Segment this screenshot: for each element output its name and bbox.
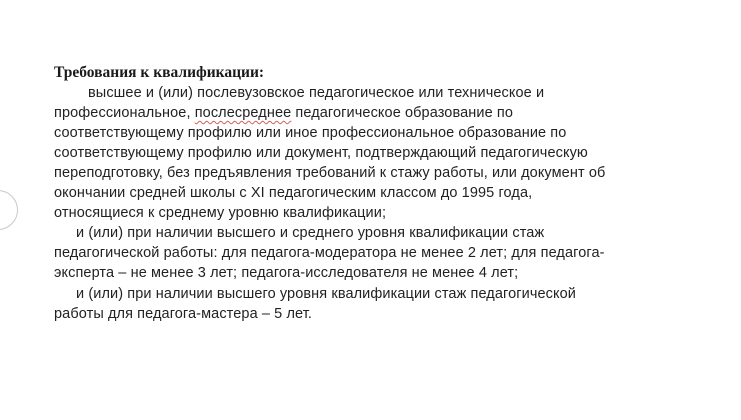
text-line: педагогической работы: для педагога-модератора не менее 2 лет; для педагога- — [54, 245, 605, 261]
text-line: высшее и (или) послевузовское педагогическое или техническое и — [88, 85, 545, 101]
text-line: эксперта – не менее 3 лет; педагога-исследователя не менее 4 лет; — [54, 265, 519, 281]
text-line: и (или) при наличии высшего и среднего уровня квалификации стаж — [76, 225, 545, 241]
text-line: переподготовку, без предъявления требований к стажу работы, или документ об — [54, 165, 606, 181]
text-segment: профессиональное, — [54, 105, 195, 121]
spellcheck-flagged-word: послесреднее — [194, 105, 292, 121]
previous-slide-button[interactable] — [0, 190, 18, 230]
text-line: и (или) при наличии высшего уровня квалификации стаж педагогической — [76, 286, 576, 302]
text-line — [54, 105, 513, 121]
text-line: работы для педагога-мастера – 5 лет. — [54, 306, 312, 322]
text-line: соответствующему профилю или иное профессиональное образование по — [54, 125, 567, 141]
section-heading: Требования к квалификации: — [54, 64, 265, 81]
text-line: окончании средней школы с XI педагогическим классом до 1995 года, — [54, 185, 533, 201]
text-line: соответствующему профилю или документ, подтверждающий педагогическую — [54, 145, 588, 161]
text-line: относящиеся к среднему уровню квалификации; — [54, 205, 387, 221]
text-segment: педагогическое образование по — [291, 105, 513, 121]
